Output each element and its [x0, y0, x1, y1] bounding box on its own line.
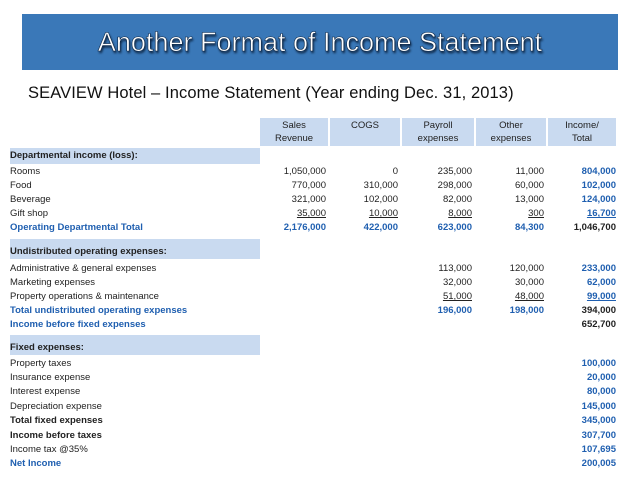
table-row: Food 770,000 310,000 298,000 60,000 102,000 — [10, 180, 616, 191]
table-row-subtotal: Income before fixed expenses 652,700 — [10, 319, 616, 330]
table-row-total: Operating Departmental Total 2,176,000 422,000 623,000 84,300 1,046,700 — [10, 222, 616, 233]
table-row-net-income: Net Income 200,005 — [10, 458, 616, 469]
column-header-income: Income/ Total — [548, 118, 616, 146]
table-row: Income tax @35% 107,695 — [10, 444, 616, 455]
table-row-subtotal: Income before taxes 307,700 — [10, 430, 616, 441]
table-row: Depreciation expense 145,000 — [10, 401, 616, 412]
table-row-total: Total fixed expenses 345,000 — [10, 415, 616, 426]
table-row: Insurance expense 20,000 — [10, 372, 616, 383]
table-row: Beverage 321,000 102,000 82,000 13,000 124,000 — [10, 194, 616, 205]
section-header-undistributed: Undistributed operating expenses: — [10, 246, 167, 257]
section-header-fixed: Fixed expenses: — [10, 342, 84, 353]
column-header-sales: Sales Revenue — [260, 118, 328, 146]
title-banner — [22, 14, 618, 70]
table-row: Administrative & general expenses 113,000 120,000 233,000 — [10, 263, 616, 274]
statement-subtitle: SEAVIEW Hotel – Income Statement (Year ending Dec. 31, 2013) — [28, 84, 514, 102]
slide-title: Another Format of Income Statement — [97, 26, 543, 57]
table-row-total: Total undistributed operating expenses 196,000 198,000 394,000 — [10, 305, 616, 316]
section-header-departmental: Departmental income (loss): — [10, 150, 138, 161]
column-header-payroll: Payroll expenses — [402, 118, 474, 146]
column-header-other: Other expenses — [476, 118, 546, 146]
table-row: Marketing expenses 32,000 30,000 62,000 — [10, 277, 616, 288]
table-row: Property operations & maintenance 51,000 48,000 99,000 — [10, 291, 616, 302]
table-row: Property taxes 100,000 — [10, 358, 616, 369]
table-row: Interest expense 80,000 — [10, 386, 616, 397]
table-row: Gift shop 35,000 10,000 8,000 300 16,700 — [10, 208, 616, 219]
table-row: Rooms 1,050,000 0 235,000 11,000 804,000 — [10, 166, 616, 177]
column-header-cogs: COGS — [330, 118, 400, 146]
